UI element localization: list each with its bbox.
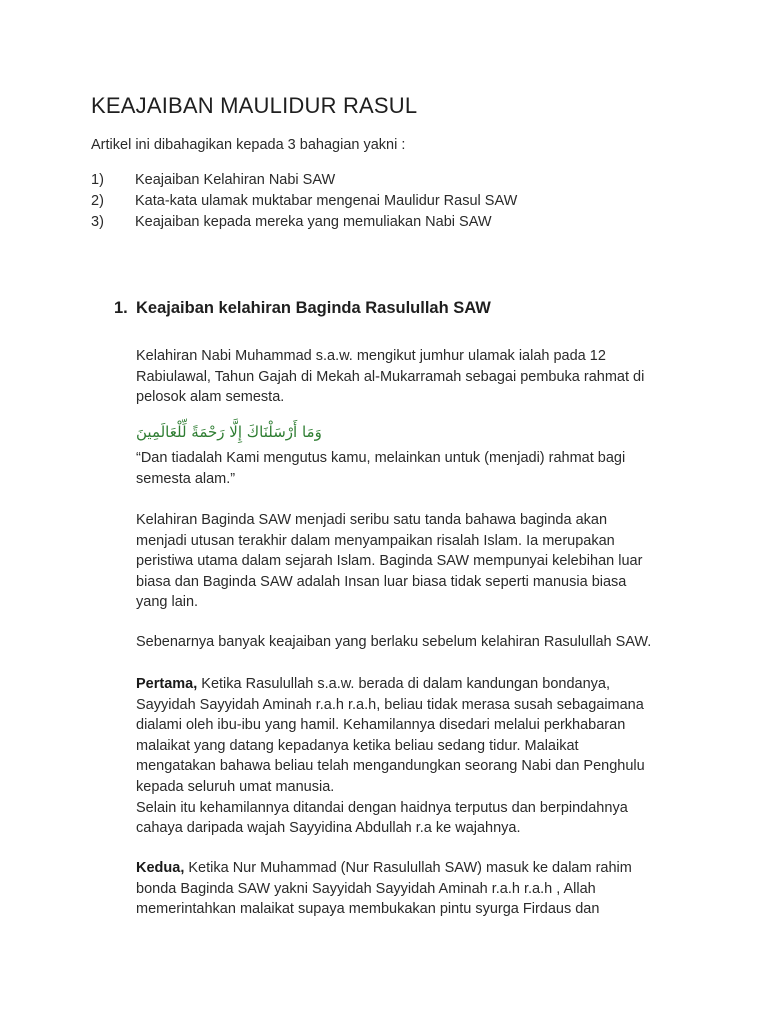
text-line	[136, 674, 696, 695]
text-line: yang lain.	[136, 594, 199, 611]
toc-item	[91, 170, 517, 191]
toc-number: 3)	[91, 214, 104, 230]
text-line: kepada seluruh umat manusia.	[136, 778, 335, 795]
kedua-first-line: Ketika Nur Muhammad (Nur Rasulullah SAW) masuk ke dalam rahim	[184, 860, 632, 876]
arabic-verse: وَمَا أَرْسَلْنَاكَ إِلَّا رَحْمَةً لِّلْعَالَمِينَ	[136, 423, 322, 441]
text-line: “Dan tiadalah Kami mengutus kamu, melainkan untuk (menjadi) rahmat bagi	[136, 450, 626, 466]
text-line: menjadi utusan terakhir dalam menyampaikan risalah Islam. Ia merupakan	[136, 532, 615, 549]
text-line: malaikat yang datang kepadanya ketika beliau sedang tidur. Malaikat	[136, 737, 579, 754]
paragraph-kedua	[136, 858, 696, 920]
table-of-contents	[91, 170, 517, 233]
toc-item	[91, 212, 517, 233]
text-line: Kelahiran Nabi Muhammad s.a.w. mengikut jumhur ulamak ialah pada 12	[136, 348, 606, 364]
text-line: Sebenarnya banyak keajaiban yang berlaku sebelum kelahiran Rasulullah SAW.	[136, 634, 652, 650]
text-line	[136, 858, 696, 879]
paragraph-pertama	[136, 674, 696, 839]
text-line: Selain itu kehamilannya ditandai dengan haidnya terputus dan berpindahnya	[136, 799, 628, 816]
text-line: Rabiulawal, Tahun Gajah di Mekah al-Mukarramah sebagai pembuka rahmat di	[136, 368, 645, 385]
text-line: pelosok alam semesta.	[136, 389, 285, 406]
text-line: Sayyidah Sayyidah Aminah r.a.h r.a.h, beliau tidak merasa susah sebagaimana	[136, 696, 644, 713]
text-line: biasa dan Baginda SAW adalah Insan luar biasa tidak seperti manusia biasa	[136, 573, 627, 590]
pertama-label: Pertama,	[136, 676, 198, 692]
text-line: bonda Baginda SAW yakni Sayyidah Sayyidah Aminah r.a.h r.a.h , Allah	[136, 880, 596, 897]
pertama-first-line: Ketika Rasulullah s.a.w. berada di dalam kandungan bondanya,	[197, 676, 610, 692]
text-line: dialami oleh ibu-ibu yang hamil. Kehamilannya disedari melalui perkhabaran	[136, 717, 626, 734]
text-line: mengatakan bahawa beliau telah mengandungkan seorang Nabi dan Penghulu	[136, 758, 645, 775]
section-heading-text: Keajaiban kelahiran Baginda Rasulullah SAW	[136, 299, 491, 317]
section-number: 1.	[114, 299, 128, 317]
text-line: peristiwa utama dalam sejarah Islam. Baginda SAW mempunyai kelebihan luar	[136, 553, 643, 570]
document-title: KEAJAIBAN MAULIDUR RASUL	[91, 93, 418, 118]
text-line: semesta alam.”	[136, 470, 236, 487]
text-line: cahaya daripada wajah Sayyidina Abdullah r.a ke wajahnya.	[136, 820, 521, 837]
toc-text: Kata-kata ulamak muktabar mengenai Maulidur Rasul SAW	[135, 193, 518, 209]
text-line: memerintahkan malaikat supaya membukakan pintu syurga Firdaus dan	[136, 901, 600, 918]
toc-text: Keajaiban Kelahiran Nabi SAW	[135, 172, 336, 188]
section-heading	[114, 299, 491, 318]
toc-text: Keajaiban kepada mereka yang memuliakan Nabi SAW	[135, 214, 492, 230]
paragraph-birth-date	[136, 346, 696, 408]
verse-translation	[136, 448, 696, 489]
paragraph-signs	[136, 510, 696, 613]
toc-item	[91, 191, 517, 212]
toc-number: 2)	[91, 193, 104, 209]
intro-text: Artikel ini dibahagikan kepada 3 bahagian yakni :	[91, 137, 406, 153]
text-line: Kelahiran Baginda SAW menjadi seribu satu tanda bahawa baginda akan	[136, 512, 608, 528]
paragraph-miracles-intro	[136, 632, 696, 653]
toc-number: 1)	[91, 172, 104, 188]
kedua-label: Kedua,	[136, 860, 185, 876]
